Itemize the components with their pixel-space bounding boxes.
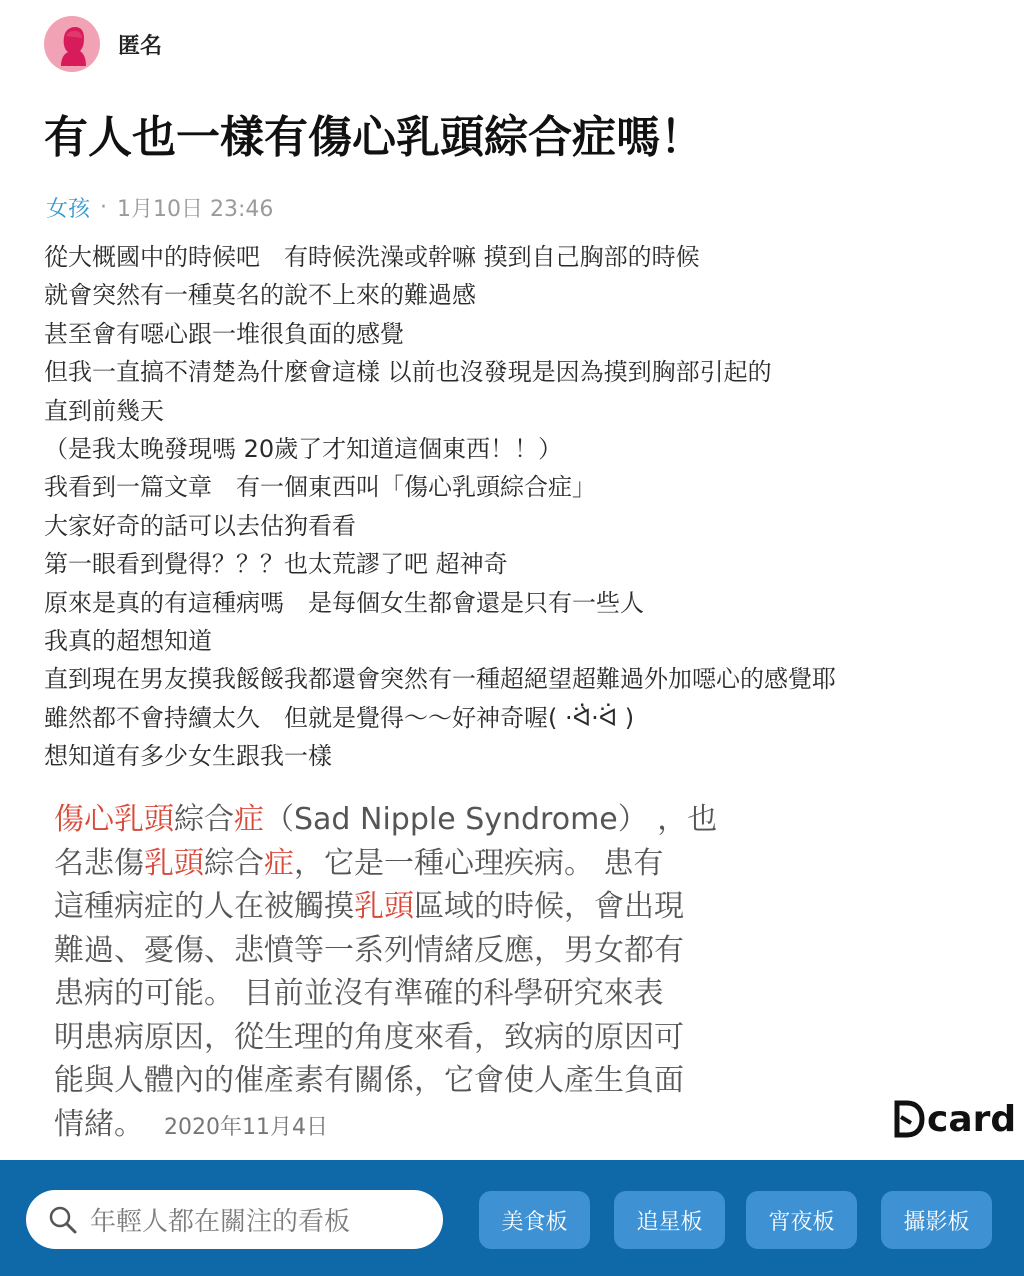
- quote-text: 綜合: [204, 845, 264, 881]
- body-line: 雖然都不會持續太久 但就是覺得～～好神奇喔( ·ᐛ̀·ᐛ ): [44, 703, 635, 732]
- post-header: [44, 16, 162, 72]
- post-meta: [46, 192, 273, 223]
- author-name[interactable]: 匿名: [118, 33, 163, 59]
- meta-separator: ·: [100, 195, 108, 220]
- board-search-input[interactable]: [26, 1190, 443, 1249]
- board-chip-latenight[interactable]: 宵夜板: [746, 1191, 857, 1249]
- quote-line: [54, 842, 744, 886]
- board-chip-idol[interactable]: 追星板: [614, 1191, 725, 1249]
- bottom-bar: [0, 1160, 1024, 1276]
- dcard-mark-icon: [893, 1099, 925, 1139]
- body-line: 想知道有多少女生跟我一樣: [44, 742, 332, 771]
- quote-text: 情緒。: [54, 1106, 144, 1142]
- search-placeholder: 年輕人都在關注的看板: [90, 1207, 351, 1237]
- post-timestamp: 1月10日 23:46: [117, 197, 274, 222]
- board-chip-photo[interactable]: 攝影板: [881, 1191, 992, 1249]
- quote-date: 2020年11月4日: [164, 1114, 328, 1140]
- board-chip-food[interactable]: 美食板: [479, 1191, 590, 1249]
- post-title: 有人也一樣有傷心乳頭綜合症嗎！: [44, 112, 704, 163]
- dcard-logo: [893, 1097, 1016, 1141]
- quote-text: （Sad Nipple Syndrome） ，也: [264, 802, 718, 837]
- body-line: 直到現在男友摸我餒餒我都還會突然有一種超絕望超難過外加噁心的感覺耶: [44, 665, 836, 694]
- quote-line: 患病的可能。 目前並沒有準確的科學研究來表: [54, 976, 664, 1011]
- highlight-text: 傷心乳頭: [54, 802, 174, 837]
- quote-line: [54, 798, 744, 842]
- quote-text: 這種病症的人在被觸摸: [54, 889, 354, 924]
- post-body: [44, 238, 984, 775]
- quote-line: 能與人體內的催產素有關係，它會使人產生負面: [54, 1063, 684, 1098]
- quote-line: [54, 885, 744, 929]
- quote-text: 區域的時候，會出現: [414, 889, 684, 924]
- female-avatar-icon[interactable]: [44, 16, 100, 72]
- quoted-article-image[interactable]: [54, 798, 744, 1149]
- body-line: 從大概國中的時候吧 有時候洗澡或幹嘛 摸到自己胸部的時候: [44, 243, 700, 271]
- body-line: （是我太晚發現嗎 20歲了才知道這個東西！！）: [44, 434, 563, 463]
- highlight-text: 症: [234, 802, 264, 837]
- body-line: 就會突然有一種莫名的說不上來的難過感: [44, 281, 476, 310]
- quote-line: 明患病原因，從生理的角度來看，致病的原因可: [54, 1019, 684, 1055]
- body-line: 我真的超想知道: [44, 626, 212, 655]
- quote-line: [54, 1103, 744, 1150]
- dcard-wordmark: card: [927, 1098, 1017, 1140]
- body-line: 第一眼看到覺得？？？也太荒謬了吧 超神奇: [44, 550, 508, 579]
- search-icon: [48, 1205, 78, 1235]
- quote-line: 難過、憂傷、悲憤等一系列情緒反應，男女都有: [54, 932, 684, 968]
- highlight-text: 症: [264, 845, 294, 881]
- body-line: 甚至會有噁心跟一堆很負面的感覺: [44, 319, 404, 348]
- board-link[interactable]: 女孩: [46, 197, 91, 222]
- highlight-text: 乳頭: [144, 845, 204, 881]
- body-line: 大家好奇的話可以去估狗看看: [44, 511, 356, 540]
- body-line: 但我一直搞不清楚為什麼會這樣 以前也沒發現是因為摸到胸部引起的: [44, 358, 772, 387]
- quote-text: 名悲傷: [54, 845, 144, 881]
- body-line: 原來是真的有這種病嗎 是每個女生都會還是只有一些人: [44, 588, 644, 617]
- body-line: 直到前幾天: [44, 396, 164, 425]
- highlight-text: 乳頭: [354, 889, 414, 924]
- quote-text: ，它是一種心理疾病。 患有: [294, 845, 664, 881]
- quote-text: 綜合: [174, 802, 234, 837]
- body-line: 我看到一篇文章 有一個東西叫「傷心乳頭綜合症」: [44, 473, 596, 502]
